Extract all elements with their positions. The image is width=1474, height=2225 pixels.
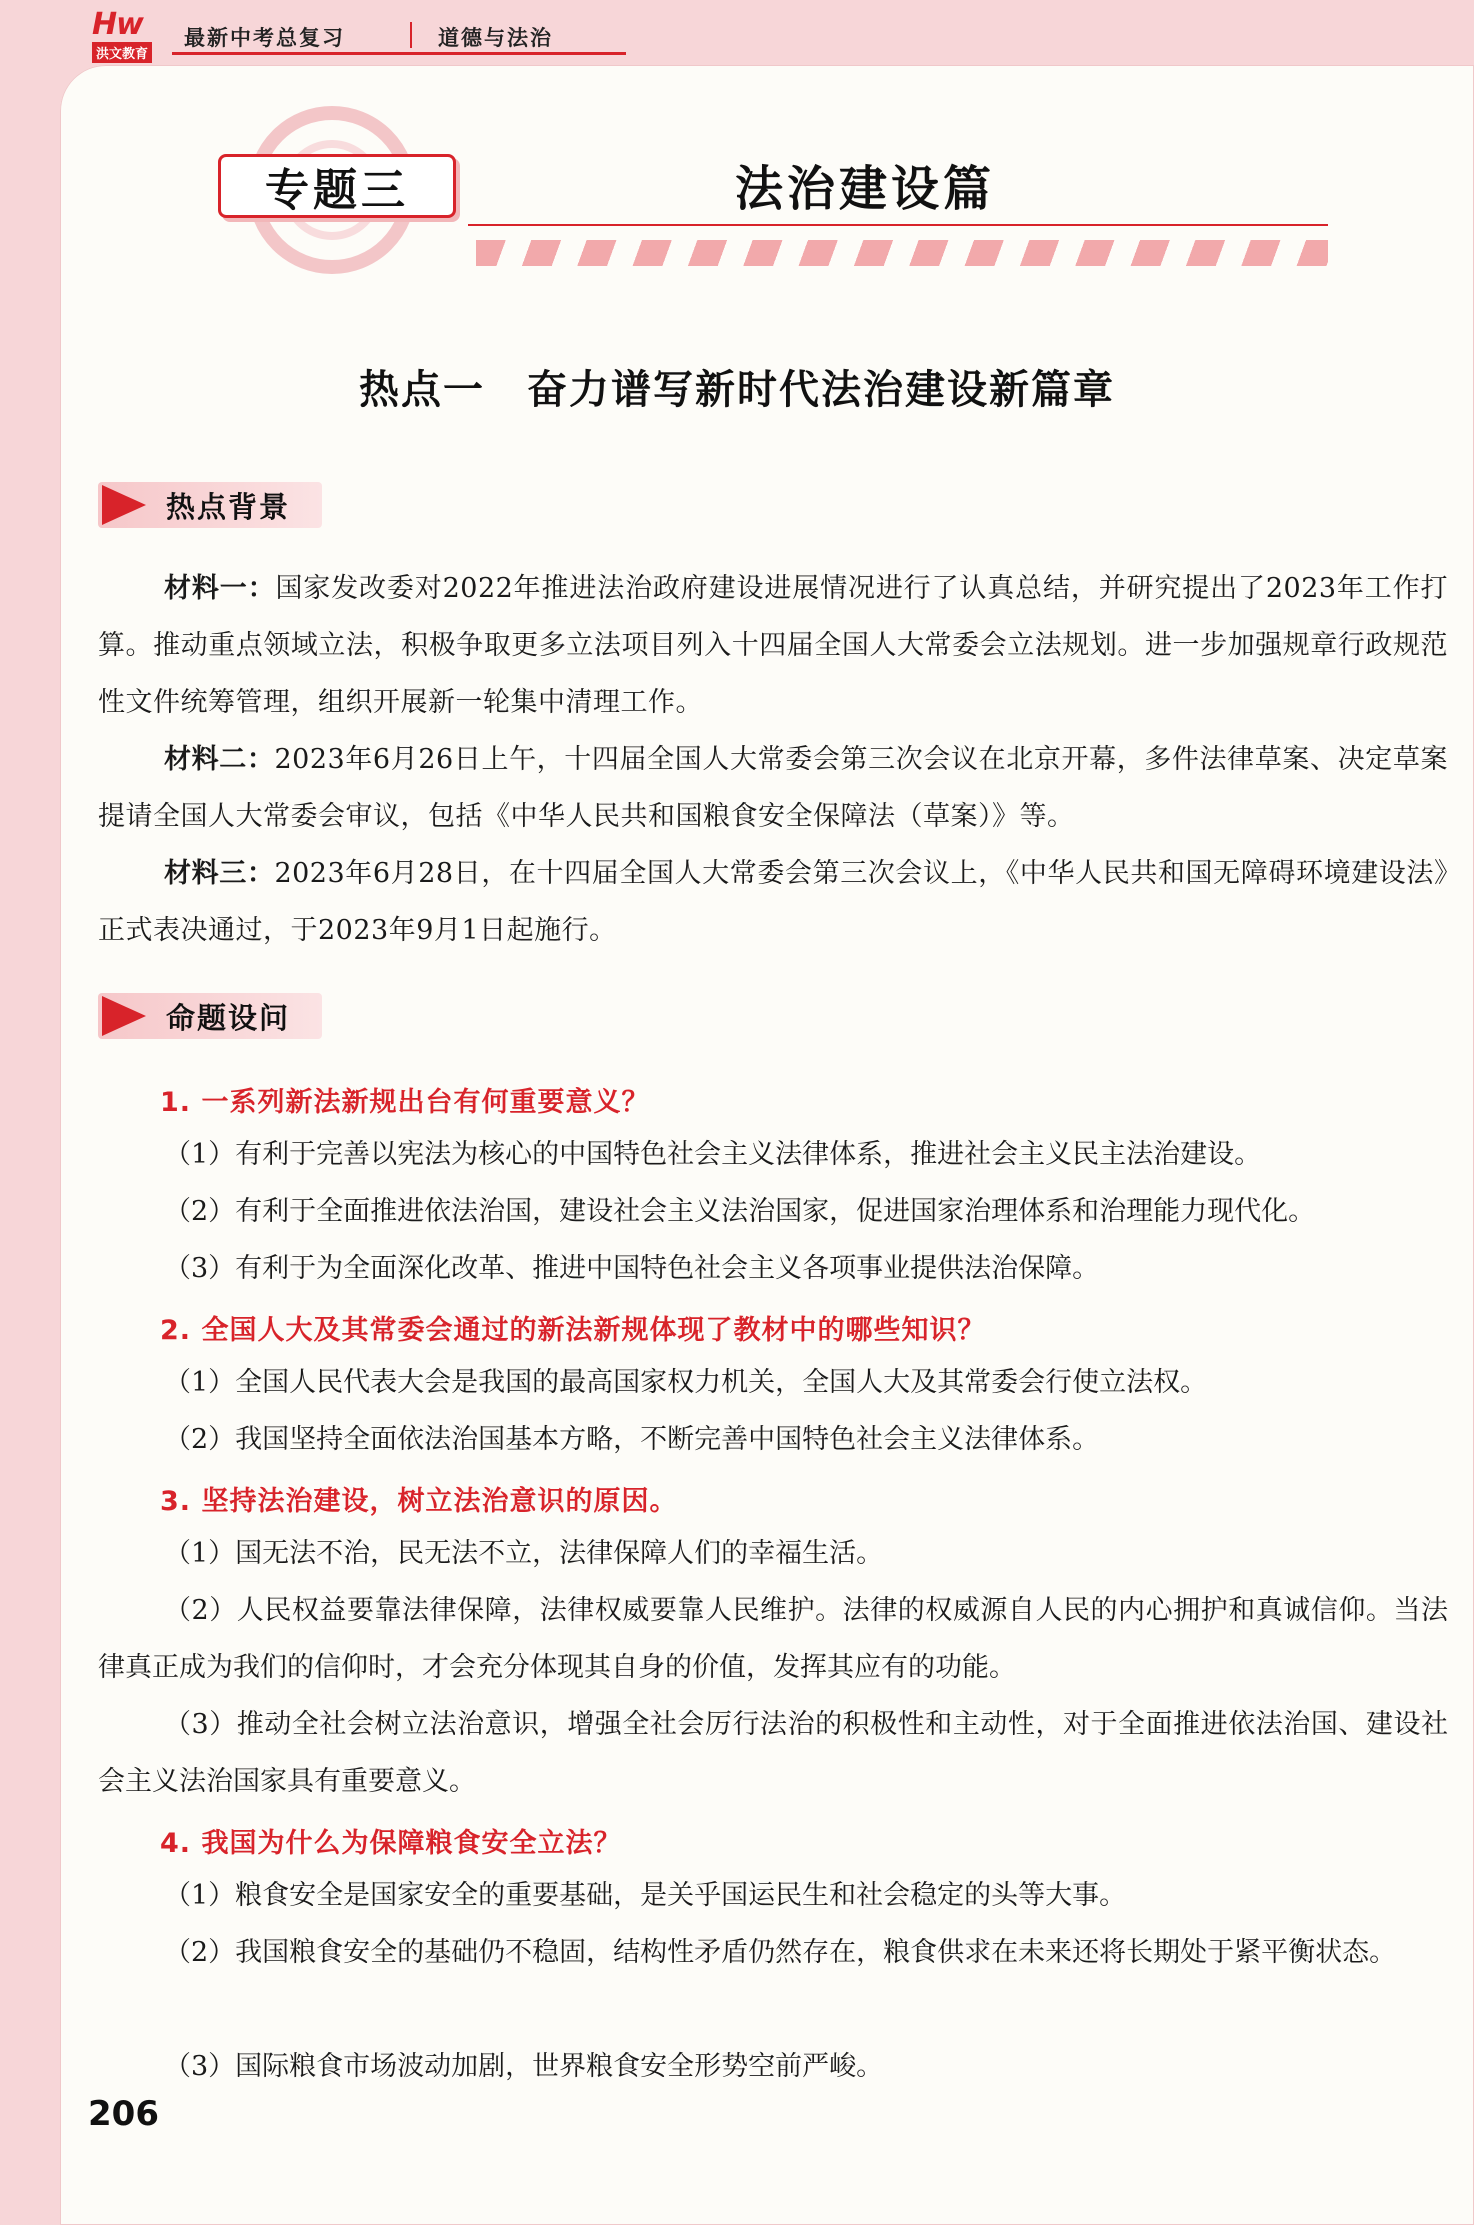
title-rule bbox=[468, 224, 1328, 226]
material-lead: 材料一： bbox=[164, 573, 276, 604]
question-heading: 4. 我国为什么为保障粮食安全立法？ bbox=[160, 1828, 622, 1859]
header-underline bbox=[172, 52, 626, 55]
answer-item: （2）有利于全面推进依法治国，建设社会主义法治国家，促进国家治理体系和治理能力现代化。 bbox=[164, 1196, 1316, 1227]
logo-brand: 洪文教育 bbox=[92, 42, 152, 63]
topic-label-box: 专题三 bbox=[218, 154, 456, 218]
question-heading: 2. 全国人大及其常委会通过的新法新规体现了教材中的哪些知识？ bbox=[160, 1315, 986, 1346]
answer-item: （1）有利于完善以宪法为核心的中国特色社会主义法律体系，推进社会主义民主法治建设。 bbox=[164, 1139, 1262, 1170]
header-separator bbox=[410, 22, 412, 48]
logo-mark: Hw bbox=[92, 7, 143, 42]
answer-item: （2）人民权益要靠法律保障，法律权威要靠人民维护。法律的权威源自人民的内心拥护和真诚信仰。当法律真正成为我们的信仰时，才会充分体现其自身的价值，发挥其应有的功能。 bbox=[98, 1595, 1448, 1683]
answer-item: （1）全国人民代表大会是我国的最高国家权力机关，全国人大及其常委会行使立法权。 bbox=[164, 1367, 1208, 1398]
page-number: 206 bbox=[88, 2094, 159, 2134]
material-lead: 材料三： bbox=[164, 858, 275, 889]
question-heading: 3. 坚持法治建设，树立法治意识的原因。 bbox=[160, 1486, 678, 1517]
answer-item: （1）粮食安全是国家安全的重要基础，是关乎国运民生和社会稳定的头等大事。 bbox=[164, 1880, 1127, 1911]
material-text: 2023年6月26日上午，十四届全国人大常委会第三次会议在北京开幕，多件法律草案、决定草案提请全国人大常委会审议，包括《中华人民共和国粮食安全保障法（草案）》等。 bbox=[98, 744, 1449, 832]
section-tag-background bbox=[98, 482, 322, 528]
material-paragraph bbox=[98, 560, 1448, 731]
answer-item: （3）推动全社会树立法治意识，增强全社会厉行法治的积极性和主动性，对于全面推进依法治国、建设社会主义法治国家具有重要意义。 bbox=[98, 1709, 1448, 1797]
section-tag-questions bbox=[98, 993, 322, 1039]
material-lead: 材料二： bbox=[164, 744, 275, 775]
material-text: 2023年6月28日，在十四届全国人大常委会第三次会议上，《中华人民共和国无障碍环境建设法》正式表决通过，于2023年9月1日起施行。 bbox=[98, 858, 1449, 946]
arrow-icon bbox=[102, 996, 146, 1036]
material-paragraph bbox=[98, 731, 1448, 845]
material-text: 国家发改委对2022年推进法治政府建设进展情况进行了认真总结，并研究提出了2023年工作打算。推动重点领域立法，积极争取更多立法项目列入十四届全国人大常委会立法规划。进一步加强规章行政规范性文件统筹管理，组织开展新一轮集中清理工作。 bbox=[98, 573, 1448, 718]
chapter-title: 法治建设篇 bbox=[734, 161, 995, 217]
publisher-logo bbox=[92, 7, 164, 62]
material-paragraph bbox=[98, 845, 1448, 959]
answer-item: （3）国际粮食市场波动加剧，世界粮食安全形势空前严峻。 bbox=[164, 2051, 884, 2082]
book-title: 最新中考总复习 bbox=[184, 26, 345, 50]
answer-item: （2）我国粮食安全的基础仍不稳固，结构性矛盾仍然存在，粮食供求在未来还将长期处于紧平衡状态。 bbox=[164, 1937, 1397, 1968]
answer-item: （3）有利于为全面深化改革、推进中国特色社会主义各项事业提供法治保障。 bbox=[164, 1253, 1100, 1284]
section-label: 热点背景 bbox=[166, 489, 291, 524]
page-header bbox=[0, 0, 1474, 62]
hot-topic-title: 热点一 奋力谱写新时代法治建设新篇章 bbox=[359, 367, 1115, 413]
answer-item: （2）我国坚持全面依法治国基本方略，不断完善中国特色社会主义法律体系。 bbox=[164, 1424, 1100, 1455]
question-heading: 1. 一系列新法新规出台有何重要意义？ bbox=[160, 1087, 650, 1118]
subject-title: 道德与法治 bbox=[438, 26, 553, 50]
arrow-icon bbox=[102, 485, 146, 525]
answer-item: （1）国无法不治，民无法不立，法律保障人们的幸福生活。 bbox=[164, 1538, 884, 1569]
section-label: 命题设问 bbox=[166, 1000, 291, 1035]
decorative-stripes bbox=[476, 240, 1328, 266]
